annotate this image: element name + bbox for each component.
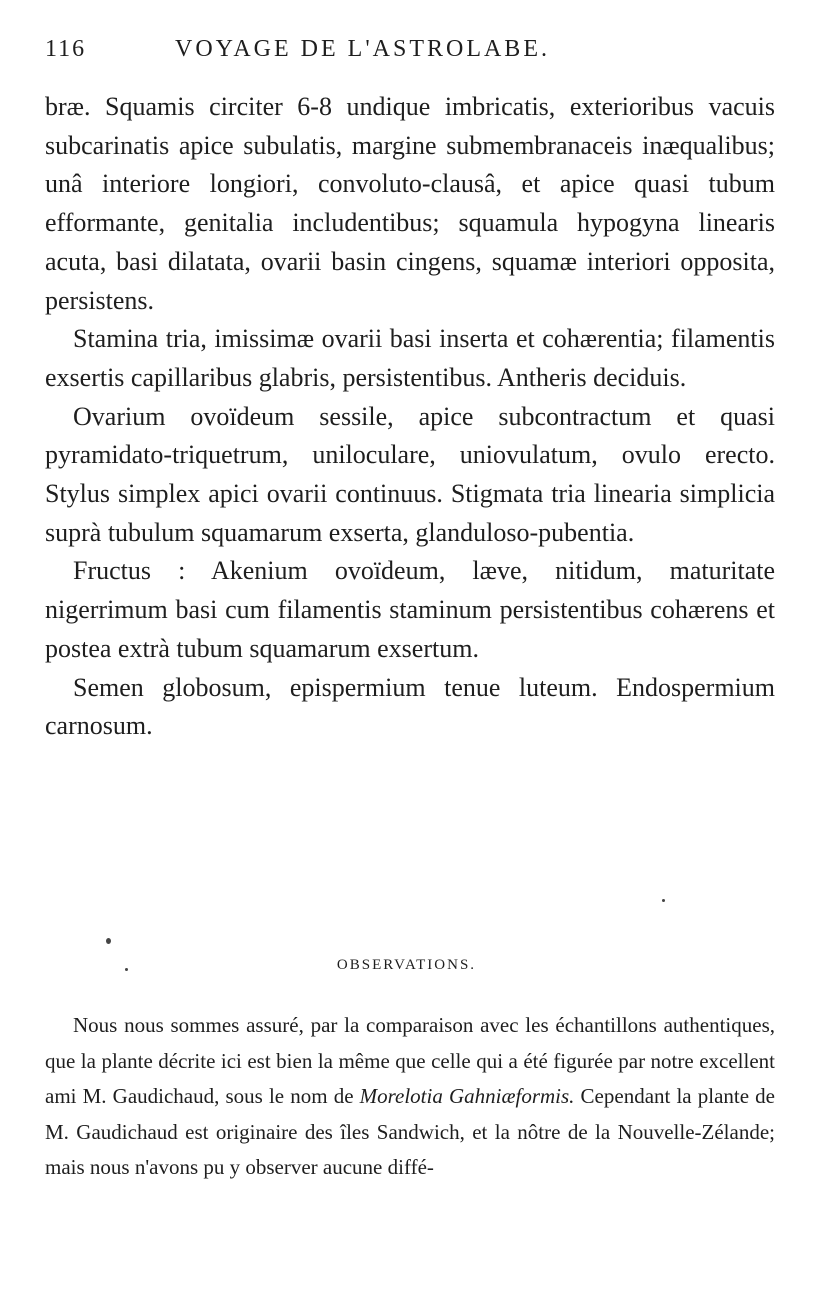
observations-text-part2: Cependant la plante de M. Gaudichaud est originaire des îles Sandwich, et la nôtre de la Nouvelle-Zélande; mais nous n'avons pu y observer aucune diffé- — [45, 1084, 776, 1179]
paragraph-semen: Semen globosum, epispermium tenue luteum. Endospermium carnosum. — [45, 672, 775, 741]
observations-text-part1: Nous nous sommes assuré, par la comparaison avec les échantillons authentiques, que la plante décrite ici est bien la même que celle qui a été figurée par notre excellent ami M. Gaudichaud, sous le nom de — [45, 1013, 775, 1108]
page-number: 116 — [45, 36, 87, 62]
running-title: VOYAGE DE L'ASTROLABE. — [175, 36, 550, 62]
observations-text — [45, 1008, 775, 1186]
species-name: Morelotia Gahniæformis. — [359, 1084, 575, 1108]
paragraph-squamae: bræ. Squamis circiter 6-8 undique imbricatis, exterioribus vacuis subcarinatis apice subulatis, margine submembranaceis inæqualibus; unâ interiore longiori, convoluto-clausâ, et apice quasi tubum efformante, genitalia includentibus; squamula hypogyna linearis acuta, basi dilatata, ovarii basin cingens, squamæ interiori opposita, persistens. — [45, 92, 775, 315]
print-speck — [106, 938, 111, 944]
paragraph-fructus: Fructus : Akenium ovoïdeum, læve, nitidum, maturitate nigerrimum basi cum filamentis staminum persistentibus cohærens et postea extrà tubum squamarum exsertum. — [45, 556, 775, 663]
paragraph-stamina: Stamina tria, imissimæ ovarii basi inserta et cohærentia; filamentis exsertis capillaribus glabris, persistentibus. Antheris deciduis. — [45, 324, 775, 392]
observations-paragraph — [45, 1008, 775, 1186]
page-header — [45, 36, 765, 66]
paragraph-ovarium: Ovarium ovoïdeum sessile, apice subcontractum et quasi pyramidato-triquetrum, uniloculare, uniovulatum, ovulo erecto. Stylus simplex apici ovarii continuus. Stigmata tria linearia simplicia suprà tubulum squamarum exserta, glanduloso-pubentia. — [45, 401, 775, 547]
botanical-description — [45, 88, 775, 746]
print-speck — [662, 899, 665, 902]
observations-heading: OBSERVATIONS. — [336, 957, 477, 973]
